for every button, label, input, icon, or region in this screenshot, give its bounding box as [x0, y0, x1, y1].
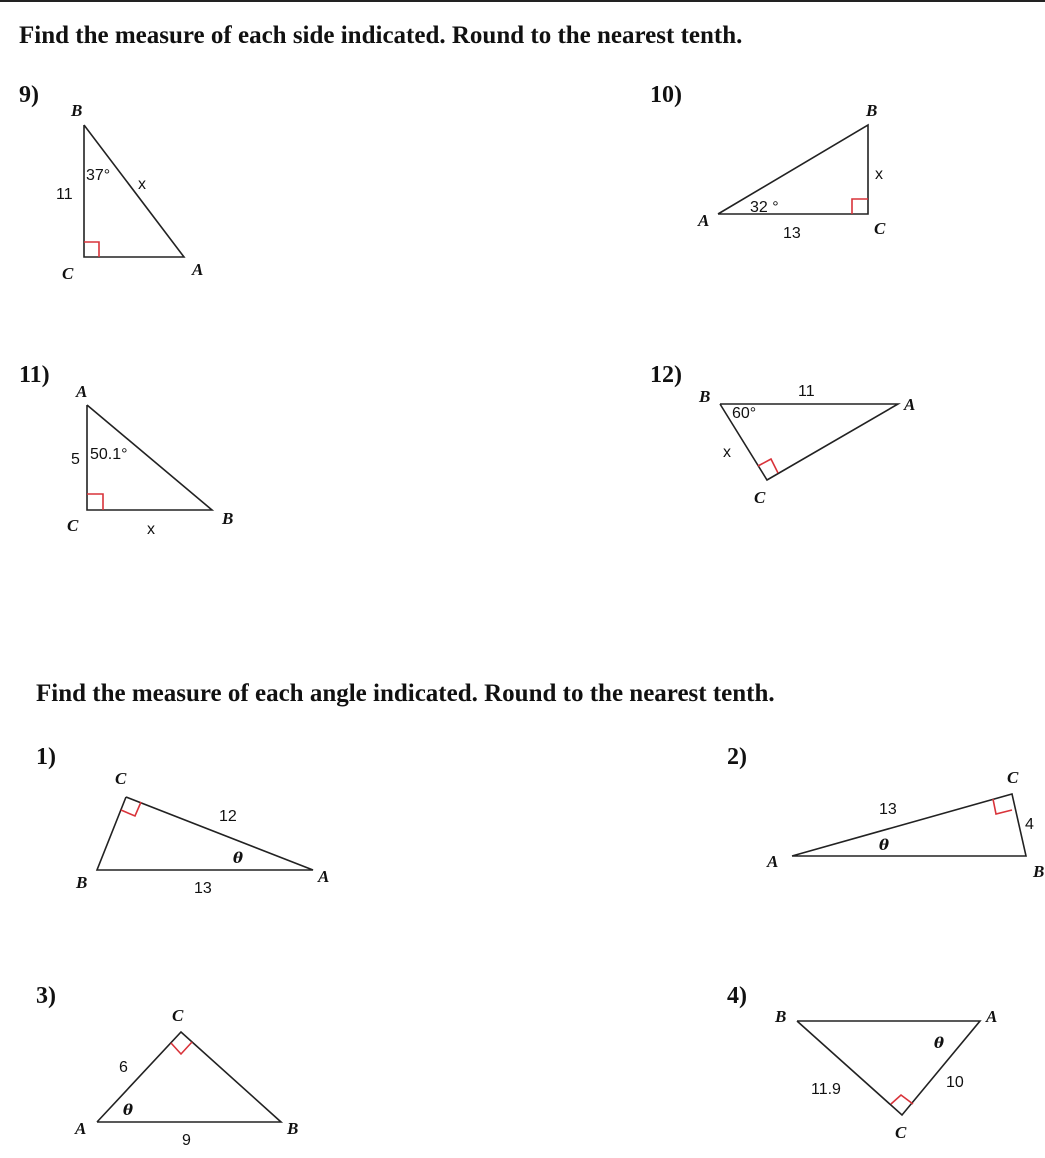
triangle-a3	[74, 1006, 298, 1149]
triangle-a1-hypotenuse: 12	[219, 808, 237, 825]
problem-12-number: 12)	[650, 362, 682, 388]
triangle-a3-base: 9	[182, 1132, 191, 1149]
triangle-12-side-length: 11	[798, 383, 815, 400]
triangle-a4-theta: θ	[934, 1034, 945, 1052]
triangle-a1-base: 13	[194, 880, 212, 897]
triangle-9	[56, 101, 203, 283]
triangle-12-vertex-b: B	[699, 387, 711, 406]
problem-3-number: 3)	[36, 983, 56, 1009]
side-section-heading: Find the measure of each side indicated. Round to the nearest tenth.	[19, 22, 743, 49]
triangle-a2-vertex-a: A	[767, 852, 779, 871]
triangle-9-vertex-b: B	[71, 101, 83, 120]
triangle-10-vertex-a: A	[698, 211, 710, 230]
triangle-a4-right-angle-marker	[891, 1095, 913, 1104]
triangle-11-angle: 50.1°	[90, 446, 128, 463]
triangle-a1-vertex-c: C	[115, 769, 127, 788]
triangle-a1-vertex-a: A	[318, 867, 330, 886]
triangle-9-angle: 37°	[86, 167, 111, 184]
triangle-11	[67, 382, 233, 538]
triangle-9-side-length: 11	[56, 186, 73, 203]
triangle-9-vertex-a: A	[192, 260, 204, 279]
triangle-9-unknown: x	[138, 176, 146, 193]
triangle-12-angle: 60°	[732, 405, 757, 422]
triangle-10-vertex-c: C	[874, 219, 886, 238]
triangle-11-unknown: x	[147, 521, 155, 538]
triangle-a4	[774, 1007, 997, 1142]
triangle-a1-outline	[97, 797, 313, 870]
triangle-9-outline	[84, 125, 184, 257]
triangle-a4-side-ac: 10	[946, 1074, 964, 1091]
triangle-12-vertex-a: A	[904, 395, 916, 414]
triangle-a4-vertex-c: C	[895, 1123, 907, 1142]
triangle-a3-vertex-c: C	[172, 1006, 184, 1025]
triangle-12	[698, 383, 915, 507]
angle-section-heading: Find the measure of each angle indicated. Round to the nearest tenth.	[36, 680, 775, 707]
problem-10-number: 10)	[650, 82, 682, 108]
triangle-10-unknown: x	[875, 166, 883, 183]
triangle-a2-vertex-b: B	[1033, 862, 1045, 881]
triangle-10-angle: 32 °	[750, 199, 779, 216]
triangle-a2-outline	[792, 794, 1026, 856]
problem-1-number: 1)	[36, 744, 56, 770]
triangle-10-side-length: 13	[783, 225, 801, 242]
triangle-a2-hypotenuse: 13	[879, 801, 897, 818]
triangle-a3-vertex-a: A	[75, 1119, 87, 1138]
triangle-11-side-length: 5	[71, 451, 80, 468]
triangle-a2	[766, 768, 1044, 881]
triangle-10-right-angle-marker	[852, 199, 868, 214]
triangle-a1-theta: θ	[233, 849, 244, 867]
triangle-11-vertex-a: A	[76, 382, 88, 401]
triangle-11-vertex-b: B	[222, 509, 234, 528]
problem-4-number: 4)	[727, 983, 747, 1009]
triangle-a3-vertex-b: B	[287, 1119, 299, 1138]
triangle-10-outline	[718, 125, 868, 214]
triangle-a1-vertex-b: B	[76, 873, 88, 892]
triangle-a2-theta: θ	[879, 836, 890, 854]
triangle-10-vertex-b: B	[866, 101, 878, 120]
triangle-a4-vertex-a: A	[986, 1007, 998, 1026]
triangle-a4-side-bc: 11.9	[811, 1081, 841, 1098]
triangle-a4-outline	[797, 1021, 980, 1115]
problem-9-number: 9)	[19, 82, 39, 108]
triangle-a3-side: 6	[119, 1059, 128, 1076]
triangle-a2-short-side: 4	[1025, 816, 1034, 833]
triangle-a3-right-angle-marker	[171, 1042, 192, 1054]
triangle-10	[697, 101, 886, 242]
problem-2-number: 2)	[727, 744, 747, 770]
triangle-9-vertex-c: C	[62, 264, 74, 283]
triangle-a2-right-angle-marker	[993, 799, 1012, 814]
triangle-12-unknown: x	[723, 444, 731, 461]
triangle-a4-vertex-b: B	[775, 1007, 787, 1026]
triangle-a3-theta: θ	[123, 1101, 134, 1119]
triangle-9-right-angle-marker	[84, 242, 99, 257]
problem-11-number: 11)	[19, 362, 50, 388]
triangle-12-vertex-c: C	[754, 488, 766, 507]
triangle-a2-vertex-c: C	[1007, 768, 1019, 787]
triangle-11-vertex-c: C	[67, 516, 79, 535]
triangle-a1	[75, 769, 329, 897]
triangle-11-right-angle-marker	[87, 494, 103, 510]
